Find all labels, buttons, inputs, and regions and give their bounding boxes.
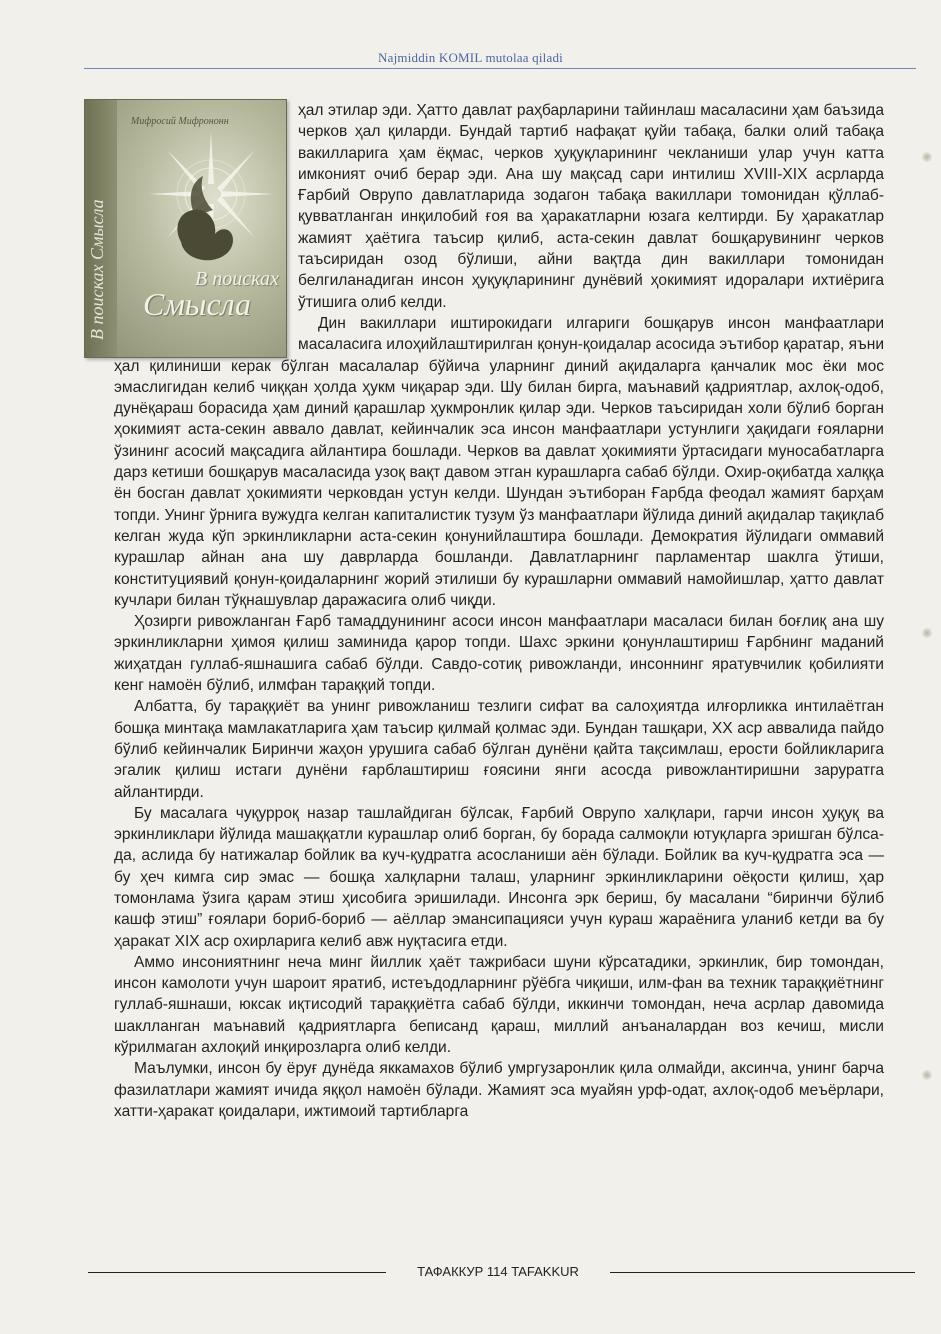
- page-folio: ТАФАККУР 114 TAFAKKUR: [417, 1264, 579, 1279]
- running-head: Najmiddin KOMIL mutolaa qiladi: [378, 50, 563, 65]
- paragraph-5: Бу масалага чуқурроқ назар ташлайдиган бўлсак, Ғарбий Оврупо халқлари, гарчи инсон ҳуқуқ ва эркинликлари йўлида машаққатли курашлар олиб борган, бу борада салмоқли ютуқларга эришган бўлса-да, аслида бу натижалар бойлик ва куч-қудратга асосланиши аён бўлади. Бойлик ва куч-қудратга эса — бу ҳеч кимга сир эмас — бошқа халқларни талаш, уларнинг эркинликларини оёқости қилиш, ҳар томонлама ўзига қарам этиш ҳисобига эришилади. Инсонга эрк бериш, бу масалани “биринчи бўлиб кашф этиш” ғоялари бориб-бориб — аёллар эмансипацияси учун кураш жараёнига уланиб кетди ва бу ҳаракат XIX аср охирларига келиб авж нуқтасига етди.: [114, 804, 884, 950]
- binder-hole-bottom: [922, 1070, 932, 1080]
- cover-author: Мифросий Мифрононн: [131, 116, 229, 127]
- paragraph-3: Ҳозирги ривожланган Ғарб тамаддунининг асоси инсон манфаатлари масаласи билан боғлиқ ана шу эркинликларни ҳимоя қилиш заминида қарор топди. Шахс эркини қонунлаштириш Ғарбнинг маданий жиҳатдан гуллаб-яшнашига сабаб бўлди. Савдо-сотиқ ривожланди, инсоннинг яратувчилик қобилияти кенг намоён бўлиб, илмфан тараққий топди.: [114, 613, 884, 695]
- footer-rule-left: [88, 1272, 386, 1273]
- paragraph-7: Маълумки, инсон бу ёруғ дунёда яккамахов бўлиб умргузаронлик қила олмайди, аксинча, унинг барча фазилатлари жамият ичида яққол намоён бўлади. Жамият эса муайян урф-одат, ахлоқ-одоб меъёрлари, хатти-ҳаракат қоидалари, ижтимоий тартибларга: [114, 1060, 884, 1120]
- binder-hole-top: [922, 152, 932, 162]
- cover-title-line-1: В поисках: [195, 268, 279, 290]
- paragraph-1: ҳал этилар эди. Ҳатто давлат раҳбарларини тайинлаш масаласини ҳам баъзида черков ҳал қиларди. Бундай тартиб нафақат қуйи табақа, балки олий табақа вакилларига ҳам ёқмас, черков ҳуқуқларининг чекланиши улар учун катта имконият очиб берар эди. Ана шу мақсад сари интилиш XVIII-XIX асрларда Ғарбий Оврупо давлатларида зодагон табақа вакиллари томонидан қўллаб-қувватланган инқилобий ғоя ва ҳаракатларни юзага келтирди. Бу ҳаракатлар жамият ҳаётига таъсир қилиб, аста-секин давлат бошқарувининг черков таъсиридан озод бўлиши, айни вақтда дин вакиллари томонидан белгиланадиган инсон ҳуқуқларининг дунёвий ҳокимият идоралари ихтиёрига ўтишига олиб келди.: [298, 102, 884, 311]
- paragraph-4: Албатта, бу тараққиёт ва унинг ривожланиш тезлиги сифат ва салоҳиятда илғорликка интилаётган бошқа минтақа мамлакатларига ҳам таъсир қилмай қолмас эди. Бундан ташқари, XX аср аввалида пайдо бўлиб кейинчалик Биринчи жаҳон урушига сабаб бўлган дунёни қайта тақсимлаш, ерости бойликларига эгалик қилиш истаги дунёни ғарблаштириш ғоясини янги асосда ривожлантиришни заруратга айлантирди.: [114, 698, 884, 801]
- article-body: [114, 100, 884, 1122]
- paragraph-6: Аммо инсониятнинг неча минг йиллик ҳаёт тажрибаси шуни кўрсатадики, эркинлик, бир томондан, инсон камолоти учун шароит яратиб, истеъдодларнинг рўёбга чиқиши, илм-фан ва техник тараққиётнинг гуллаб-яшнаши, юксак иқтисодий тараққиётга сабаб бўлди, иккинчи томондан, неча асрлар давомида шаклланган маънавий қадриятларга беписанд қараш, миллий анъаналардан воз кечиш, мисли кўрилмаган ахлоқий инқирозларга олиб келди.: [114, 953, 884, 1057]
- cover-float-space: [114, 100, 298, 336]
- binder-hole-middle: [922, 628, 932, 638]
- header-rule: [84, 68, 916, 69]
- cover-title-line-2: Смысла: [143, 286, 251, 322]
- footer-rule-right: [610, 1272, 915, 1273]
- paragraph-2: Дин вакиллари иштирокидаги илгариги бошқарув инсон манфаатлари масаласига илоҳийлаштирилган қонун-қоидалар асосида эътибор қаратар, яъни ҳал қилиниши керак бўлган масалалар бўйича уларнинг диний ақидаларга қанчалик мос ёки мос эмаслигидан келиб чиққан ҳолда ҳукм чиқарар эди. Шу билан бирга, маънавий қадриятлар, ахлоқ-одоб, дунёқараш борасида ҳам диний қарашлар ҳукмронлик қилар эди. Черков таъсиридан холи бўлиб борган ҳокимият аста-секин аввало давлат, кейинчалик эса инсон манфаатлари устунлиги ҳақидаги ғояларни ўзининг асосий мақсадига айлантира бошлади. Черков ва давлат ҳокимияти ўртасидаги муносабатларга дарз кетиши бошқарув масаласида узоқ вақт давом этган курашларга сабаб бўлди. Охир-оқибатда халққа ён босган давлат ҳокимияти черковдан устун келди. Шундан эътиборан Ғарбда феодал жамият барҳам топди. Унинг ўрнига вужудга келган капиталистик тузум ўз манфаатлари йўлида диний ақидалар тақиқлаб келган жуда кўп эркинликларни аста-секин қонунийлаштира бошлади. Демократия йўлидаги оммавий курашлар айнан ана шу даврларда бошланди. Давлатларнинг парламентар шаклга ўтиши, конституциявий қонун-қоидаларнинг жорий этилиши бу курашларни оммавий намойишлар, ҳатто давлат кучлари билан тўқнашувлар даражасига олиб чиқди.: [114, 314, 884, 609]
- cover-spine-title: В поисках Смысла: [87, 199, 107, 340]
